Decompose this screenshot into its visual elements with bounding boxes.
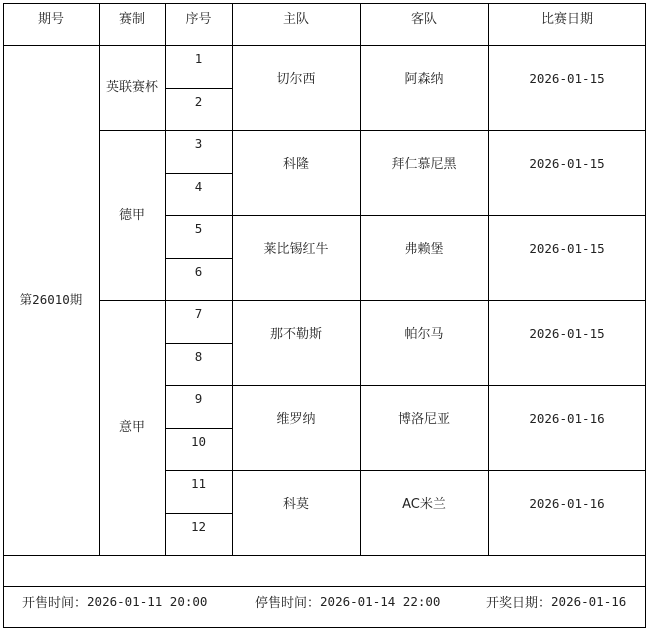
seq-number: 1 [194,51,203,66]
home-team: 莱比锡红牛 [263,242,329,257]
header-date: 比赛日期 [540,12,593,27]
seq-number: 6 [194,263,203,279]
home-team: 维罗纳 [276,412,316,427]
seq-number: 5 [194,221,203,236]
league-name: 德甲 [118,207,145,223]
sale-start-value: 2026-01-11 20:00 [87,593,208,609]
seq-number: 8 [194,348,203,364]
seq-number: 4 [194,178,203,194]
sale-start-label: 开售时间： [22,595,88,611]
header-away: 客队 [410,12,437,27]
draw-date [486,589,626,613]
match-date: 2026-01-15 [529,241,605,256]
draw-date-value: 2026-01-16 [551,593,627,609]
league-name: 英联赛杯 [105,80,158,95]
seq-number: 10 [190,433,207,449]
sale-start-time [22,589,207,613]
issue-number: 第26010期 [19,291,83,307]
header-league: 赛制 [118,12,145,27]
header-home: 主队 [282,12,309,27]
away-team: 博洛尼亚 [397,412,450,427]
away-team: 拜仁慕尼黑 [391,157,457,172]
sale-stop-label: 停售时间： [255,595,321,611]
home-team: 科莫 [282,497,309,512]
away-team: AC米兰 [402,497,446,512]
away-team: 帕尔马 [404,327,444,342]
home-team: 切尔西 [276,72,316,87]
seq-number: 2 [194,93,203,109]
home-team: 科隆 [282,157,309,172]
sale-stop-time [255,589,440,613]
match-date: 2026-01-16 [529,411,605,426]
match-date: 2026-01-16 [529,496,605,511]
match-date: 2026-01-15 [529,156,605,171]
league-name: 意甲 [118,420,145,435]
away-team: 阿森纳 [404,72,444,87]
seq-number: 7 [194,306,203,321]
seq-number: 3 [194,136,203,151]
seq-number: 9 [194,391,203,406]
header-issue: 期号 [37,12,64,27]
away-team: 弗赖堡 [404,242,444,257]
home-team: 那不勒斯 [269,327,322,342]
match-date: 2026-01-15 [529,71,605,86]
seq-number: 12 [190,518,207,534]
match-date: 2026-01-15 [529,326,605,341]
draw-date-label: 开奖日期： [486,595,552,611]
seq-number: 11 [190,476,207,491]
header-seq: 序号 [185,12,212,27]
sale-stop-value: 2026-01-14 22:00 [320,593,441,609]
